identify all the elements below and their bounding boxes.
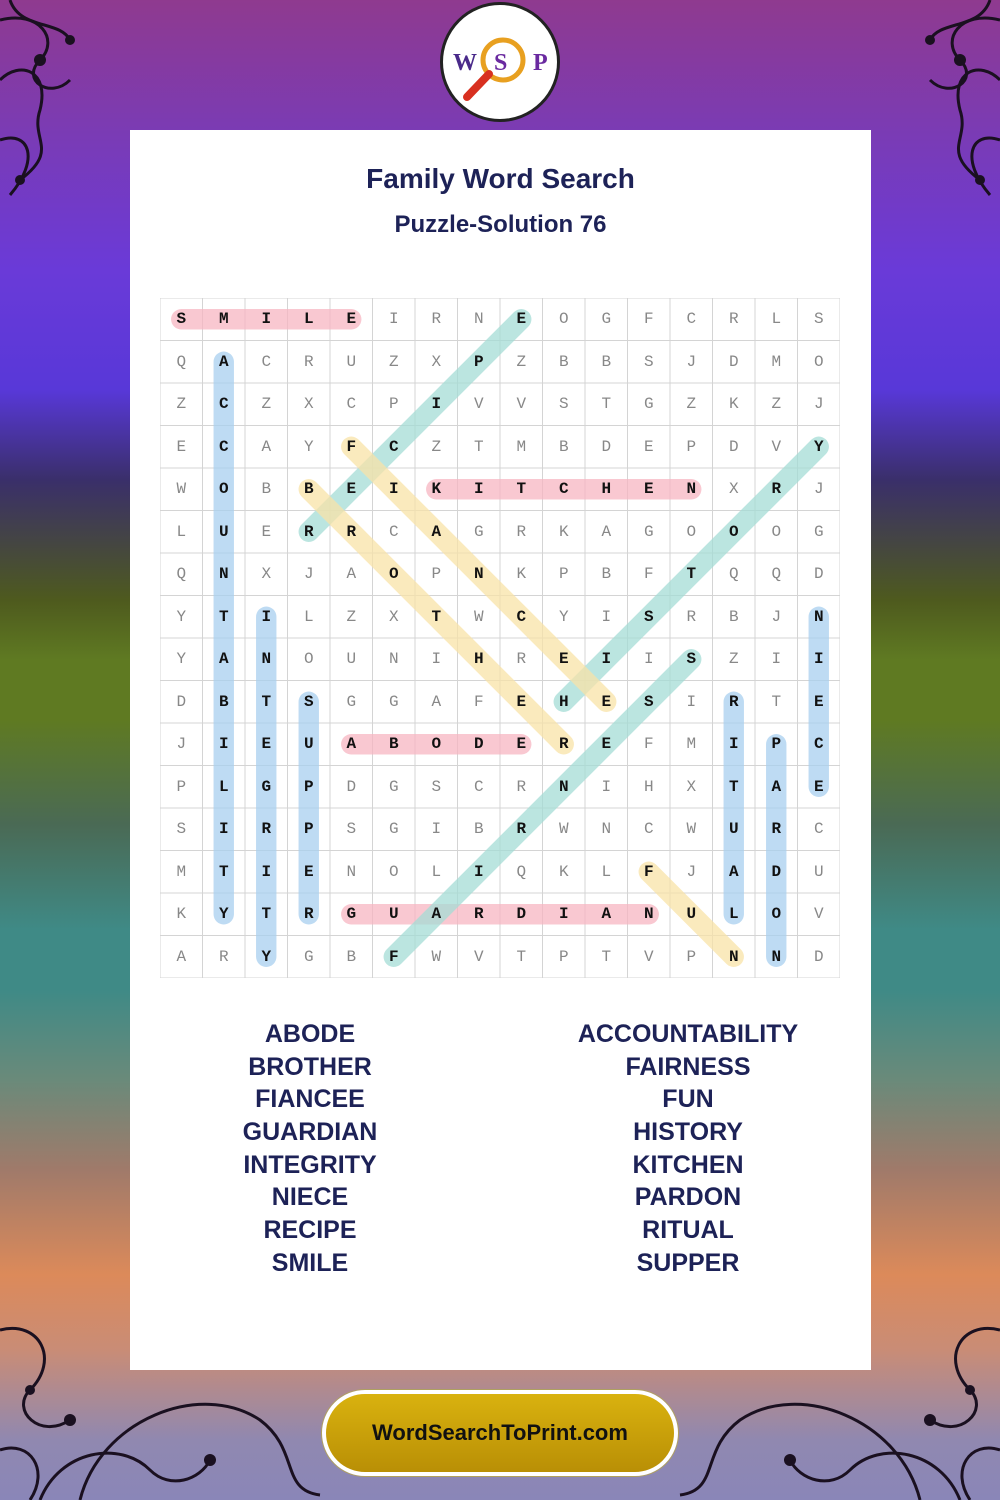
grid-cell[interactable]: E [516,310,527,328]
word-list-item: FAIRNESS [625,1052,751,1081]
grid-cell[interactable]: T [218,862,229,881]
word-list-item: RITUAL [642,1216,734,1245]
grid-cell[interactable]: U [686,905,697,923]
grid-cell[interactable]: Z [261,395,272,413]
grid-cell[interactable]: E [176,437,187,456]
grid-cell[interactable]: E [516,692,527,711]
grid-cell[interactable]: L [601,862,612,881]
grid-cell[interactable]: B [601,352,612,371]
grid-cell[interactable]: E [601,692,612,711]
grid-cell[interactable]: A [771,777,782,796]
word-list-item: PARDON [634,1183,742,1212]
grid-cell[interactable]: G [346,692,357,711]
grid-cell[interactable]: F [643,862,654,881]
grid-cell[interactable]: O [388,862,399,881]
word-list-item: ACCOUNTABILITY [577,1020,799,1048]
grid-cell[interactable]: O [218,480,229,498]
grid-cell[interactable]: M [686,735,697,753]
grid-cell[interactable]: B [558,437,569,456]
grid-cell[interactable]: T [771,692,782,711]
word-list-item: GUARDIAN [242,1118,378,1147]
grid-cell[interactable]: G [601,310,612,328]
corner-ornament-top-left [0,0,150,200]
grid-cell[interactable]: I [686,692,697,711]
grid-cell[interactable]: R [303,522,314,541]
logo-letter-p: P [533,50,548,76]
grid-cell[interactable]: F [473,692,484,711]
grid-cell[interactable]: J [813,395,824,413]
word-list-item: HISTORY [633,1118,743,1147]
grid-cell[interactable]: N [473,310,484,328]
grid-cell[interactable]: F [346,437,357,456]
grid-cell[interactable]: M [218,310,229,328]
grid-cell[interactable]: O [558,310,569,328]
word-list-item: BROTHER [248,1052,372,1081]
grid-cell[interactable]: C [516,607,527,626]
grid-cell[interactable]: R [261,820,272,838]
grid-cell[interactable]: B [261,480,272,498]
grid-cell[interactable]: D [601,437,612,456]
grid-cell[interactable]: C [261,352,272,371]
grid-cell[interactable]: D [176,692,187,711]
letter-grid [160,298,840,978]
grid-cell[interactable]: J [813,480,824,498]
grid-cell[interactable]: I [261,607,272,626]
grid-cell[interactable]: N [728,947,739,966]
grid-cell[interactable]: D [728,437,739,456]
grid-cell[interactable]: M [176,862,187,881]
grid-cell[interactable]: V [473,395,484,413]
grid-cell[interactable]: N [601,820,612,838]
grid-cell[interactable]: R [771,820,782,838]
grid-cell[interactable]: S [686,650,697,668]
grid-cell[interactable]: P [686,437,697,456]
grid-cell[interactable]: I [218,735,229,753]
site-logo[interactable] [440,2,560,122]
grid-cell[interactable]: L [303,607,314,626]
grid-cell[interactable]: E [346,310,357,328]
word-list-item: RECIPE [263,1216,357,1245]
grid-cell[interactable]: I [431,820,442,838]
grid-cell[interactable]: Z [388,352,399,371]
grid-cell[interactable]: G [473,522,484,541]
grid-cell[interactable]: J [303,565,314,583]
corner-ornament-top-right [850,0,1000,200]
grid-cell[interactable]: D [346,777,357,796]
grid-cell[interactable]: I [261,310,272,328]
grid-cell[interactable]: N [473,565,484,583]
grid-cell[interactable]: T [431,607,442,626]
grid-cell[interactable]: V [813,905,824,923]
word-list-item: SUPPER [636,1248,740,1277]
grid-cell[interactable]: O [388,565,399,583]
grid-cell[interactable]: I [601,607,612,626]
grid-cell[interactable]: I [601,650,612,668]
grid-cell[interactable]: M [516,437,527,456]
grid-cell[interactable]: T [516,947,527,966]
grid-cell[interactable]: Q [176,565,187,583]
grid-cell[interactable]: I [388,310,399,328]
grid-cell[interactable]: A [218,352,229,371]
grid-cell[interactable]: A [346,735,357,753]
grid-cell[interactable]: S [558,395,569,413]
website-button[interactable]: WordSearchToPrint.com [322,1390,678,1476]
grid-cell[interactable]: P [388,395,399,413]
grid-cell[interactable]: U [218,522,229,541]
grid-cell[interactable]: S [643,607,654,626]
grid-cell[interactable]: A [728,862,739,881]
grid-cell[interactable]: I [558,905,569,923]
grid-cell[interactable]: T [261,692,272,711]
grid-cell[interactable]: Q [516,862,527,881]
grid-cell[interactable]: A [218,650,229,668]
grid-cell[interactable]: Y [218,905,229,923]
grid-cell[interactable]: L [218,777,229,796]
grid-cell[interactable]: R [516,777,527,796]
grid-cell[interactable]: K [558,522,569,541]
grid-cell[interactable]: F [643,565,654,583]
grid-cell[interactable]: D [516,905,527,923]
word-list-item: ABODE [264,1020,356,1048]
grid-cell[interactable]: I [643,650,654,668]
grid-cell[interactable]: P [473,352,484,371]
grid-cell[interactable]: K [431,480,442,498]
grid-cell[interactable]: J [176,735,187,753]
grid-cell[interactable]: X [303,395,314,413]
grid-cell[interactable]: C [686,310,697,328]
grid-cell[interactable]: P [771,735,782,753]
grid-cell[interactable]: R [771,480,782,498]
grid-cell[interactable]: C [346,395,357,413]
grid-cell[interactable]: P [686,947,697,966]
grid-cell[interactable]: I [431,395,442,413]
grid-cell[interactable]: U [303,735,314,753]
grid-cell[interactable]: G [303,947,314,966]
grid-cell[interactable]: R [303,352,314,371]
grid-cell[interactable]: T [516,480,527,498]
grid-cell[interactable]: K [176,905,187,923]
grid-cell[interactable]: G [346,905,357,923]
grid-cell[interactable]: V [771,437,782,456]
grid-cell[interactable]: R [516,650,527,668]
grid-cell[interactable]: E [643,437,654,456]
page-subtitle: Puzzle-Solution 76 [394,211,607,238]
grid-cell[interactable]: S [643,692,654,711]
grid-cell[interactable]: D [813,947,824,966]
grid-cell[interactable]: V [473,947,484,966]
grid-cell[interactable]: C [813,735,824,753]
grid-cell[interactable]: D [473,735,484,753]
grid-cell[interactable]: E [813,692,824,711]
grid-cell[interactable]: I [388,480,399,498]
grid-cell[interactable]: G [643,522,654,541]
grid-cell[interactable]: M [771,352,782,371]
grid-cell[interactable]: N [218,565,229,583]
grid-cell[interactable]: O [813,352,824,371]
grid-cell[interactable]: O [771,905,782,923]
grid-cell[interactable]: P [303,820,314,838]
grid-cell[interactable]: R [431,310,442,328]
grid-cell[interactable]: R [686,607,697,626]
grid-cell[interactable]: C [558,480,569,498]
grid-cell[interactable]: Z [686,395,697,413]
grid-cell[interactable]: I [431,650,442,668]
word-list-left [125,1018,495,1280]
grid-cell[interactable]: N [261,650,272,668]
grid-cell[interactable]: C [473,777,484,796]
grid-cell[interactable]: N [813,607,824,626]
page-title: Family Word Search [366,163,635,194]
grid-cell[interactable]: X [686,777,697,796]
grid-cell[interactable]: O [686,522,697,541]
logo-letter-w: W [453,50,477,76]
grid-cell[interactable]: T [601,395,612,413]
grid-cell[interactable]: G [643,395,654,413]
grid-cell[interactable]: O [431,735,442,753]
grid-cell[interactable]: Z [431,437,442,456]
grid-cell[interactable]: L [303,310,314,328]
grid-cell[interactable]: T [218,607,229,626]
grid-cell[interactable]: K [728,395,739,413]
grid-cell[interactable]: U [388,905,399,923]
grid-cell[interactable]: E [643,480,654,498]
grid-cell[interactable]: E [516,735,527,753]
grid-cell[interactable]: I [218,820,229,838]
grid-cell[interactable]: H [558,692,569,711]
grid-cell[interactable]: P [176,777,187,796]
word-list-item: SMILE [271,1248,349,1277]
grid-cell[interactable]: R [516,820,527,838]
grid-cell[interactable]: H [473,650,484,668]
grid-cell[interactable]: A [431,522,442,541]
word-list-item: KITCHEN [632,1150,744,1179]
grid-cell[interactable]: K [558,862,569,881]
grid-cell[interactable]: J [686,352,697,371]
grid-cell[interactable]: X [388,607,399,626]
grid-cell[interactable]: D [728,352,739,371]
grid-cell[interactable]: C [643,820,654,838]
grid-cell[interactable]: S [813,310,824,328]
grid-cell[interactable]: B [218,692,229,711]
grid-cell[interactable]: H [643,777,654,796]
grid-cell[interactable]: H [601,480,612,498]
grid-cell[interactable]: E [261,735,272,753]
word-list-item: FIANCEE [255,1085,365,1114]
grid-cell[interactable]: R [558,735,569,753]
grid-cell[interactable]: I [473,480,484,498]
grid-cell[interactable]: N [643,905,654,923]
grid-cell[interactable]: G [388,692,399,711]
grid-cell[interactable]: C [218,395,229,413]
logo-letter-s: S [494,50,508,76]
grid-cell[interactable]: C [388,437,399,456]
grid-cell[interactable]: B [303,480,314,498]
grid-cell[interactable]: I [728,735,739,753]
grid-cell[interactable]: N [686,480,697,498]
grid-cell[interactable]: Y [176,650,187,668]
grid-cell[interactable]: K [516,565,527,583]
grid-cell[interactable]: I [601,777,612,796]
grid-cell[interactable]: S [303,692,314,711]
grid-cell[interactable]: J [771,607,782,626]
grid-cell[interactable]: T [728,777,739,796]
grid-cell[interactable]: F [643,735,654,753]
grid-cell[interactable]: Q [176,352,187,371]
grid-cell[interactable]: L [431,862,442,881]
grid-cell[interactable]: R [218,947,229,966]
grid-cell[interactable]: Z [516,352,527,371]
grid-cell[interactable]: Q [728,565,739,583]
grid-cell[interactable]: F [643,310,654,328]
grid-cell[interactable]: T [473,437,484,456]
grid-cell[interactable]: R [516,522,527,541]
grid-cell[interactable]: R [473,905,484,923]
grid-cell[interactable]: B [346,947,357,966]
grid-cell[interactable]: B [601,565,612,583]
grid-cell[interactable]: W [431,947,442,966]
grid-cell[interactable]: P [558,565,569,583]
grid-cell[interactable]: N [346,862,357,881]
grid-cell[interactable]: G [388,777,399,796]
grid-cell[interactable]: B [728,607,739,626]
grid-cell[interactable]: T [601,947,612,966]
grid-cell[interactable]: A [261,437,272,456]
word-list-item: INTEGRITY [243,1150,377,1179]
grid-cell[interactable]: T [261,905,272,923]
grid-cell[interactable]: N [388,650,399,668]
grid-cell[interactable]: G [813,522,824,541]
grid-cell[interactable]: B [473,820,484,838]
grid-cell[interactable]: N [771,947,782,966]
word-list-item: FUN [662,1085,714,1114]
grid-cell[interactable]: C [218,437,229,456]
grid-cell[interactable]: L [771,310,782,328]
grid-cell[interactable]: P [558,947,569,966]
grid-cell[interactable]: A [601,522,612,541]
grid-cell[interactable]: A [431,692,442,711]
grid-cell[interactable]: R [303,905,314,923]
grid-cell[interactable]: V [643,947,654,966]
grid-cell[interactable]: R [346,522,357,541]
grid-cell[interactable]: E [558,650,569,668]
grid-cell[interactable]: X [431,352,442,371]
grid-cell[interactable]: X [728,480,739,498]
grid-cell[interactable]: J [686,862,697,881]
grid-cell[interactable]: A [176,947,187,966]
grid-cell[interactable]: B [558,352,569,371]
grid-cell[interactable]: A [346,565,357,583]
grid-cell[interactable]: W [686,820,697,838]
grid-cell[interactable]: S [176,820,187,838]
grid-cell[interactable]: Y [813,437,824,456]
grid-cell[interactable]: O [728,522,739,541]
grid-cell[interactable]: G [261,777,272,796]
puzzle-panel [130,130,871,1370]
grid-cell[interactable]: I [771,650,782,668]
grid-cell[interactable]: Y [303,437,314,456]
grid-cell[interactable]: L [728,905,739,923]
grid-cell[interactable]: X [261,565,272,583]
grid-cell[interactable]: V [516,395,527,413]
grid-cell[interactable]: W [176,480,187,498]
grid-cell[interactable]: W [558,820,569,838]
grid-cell[interactable]: E [303,862,314,881]
grid-cell[interactable]: C [813,820,824,838]
grid-cell[interactable]: U [346,650,357,668]
grid-cell[interactable]: Q [771,565,782,583]
grid-cell[interactable]: Z [346,607,357,626]
grid-cell[interactable]: E [346,480,357,498]
grid-cell[interactable]: F [388,947,399,966]
grid-cell[interactable]: E [261,522,272,541]
grid-cell[interactable]: R [728,310,739,328]
grid-cell[interactable]: U [813,862,824,881]
grid-cell[interactable]: D [771,862,782,881]
grid-cell[interactable]: Z [176,395,187,413]
grid-cell[interactable]: I [473,862,484,881]
grid-cell[interactable]: Y [261,947,272,966]
grid-cell[interactable]: I [813,650,824,668]
grid-cell[interactable]: D [813,565,824,583]
grid-cell[interactable]: E [601,735,612,753]
grid-cell[interactable]: I [261,862,272,881]
grid-cell[interactable]: Y [558,607,569,626]
grid-cell[interactable]: U [346,352,357,371]
grid-cell[interactable]: O [771,522,782,541]
grid-cell[interactable]: L [176,522,187,541]
grid-cell[interactable]: A [601,905,612,923]
grid-cell[interactable]: C [388,522,399,541]
word-list-right [503,1018,873,1280]
grid-cell[interactable]: S [431,777,442,796]
grid-cell[interactable]: B [388,735,399,753]
grid-cell[interactable]: W [473,607,484,626]
word-list-item: NIECE [271,1183,349,1212]
grid-cell[interactable]: Z [728,650,739,668]
grid-cell[interactable]: A [431,905,442,923]
grid-cell[interactable]: G [388,820,399,838]
grid-cell[interactable]: U [728,820,739,838]
grid-cell[interactable]: T [686,565,697,583]
grid-cell[interactable]: N [558,777,569,796]
grid-cell[interactable]: Y [176,607,187,626]
grid-cell[interactable]: E [813,777,824,796]
grid-cell[interactable]: P [303,777,314,796]
grid-cell[interactable]: R [728,692,739,711]
grid-cell[interactable]: S [346,820,357,838]
grid-cell[interactable]: S [176,310,187,328]
grid-cell[interactable]: S [643,352,654,371]
grid-cell[interactable]: Z [771,395,782,413]
grid-cell[interactable]: P [431,565,442,583]
grid-cell[interactable]: O [303,650,314,668]
